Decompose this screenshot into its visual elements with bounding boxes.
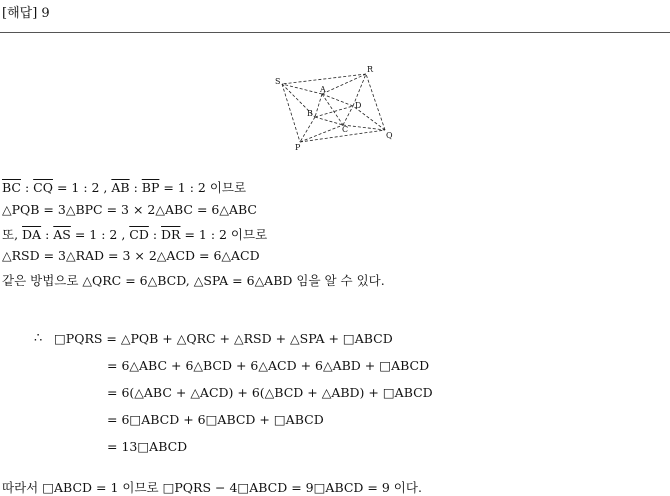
segment-dr: $\overline{DR}$ bbox=[161, 227, 181, 242]
summation-line-4: = 6□ABCD + 6□ABCD + □ABCD bbox=[107, 412, 324, 427]
solution-line-3: 또, $\overline{DA}$ : $\overline{AS} = 1$ : 2 , $\overline{CD}$ : $\overline{DR} = 1$ : 2 이므로 bbox=[2, 227, 268, 242]
segment-ab: $\overline{AB}$ bbox=[111, 180, 130, 195]
solution-line-4: △RSD = 3△RAD = 3 × 2△ACD = 6△ACD bbox=[2, 248, 260, 263]
vertex-label-d: D bbox=[355, 101, 362, 110]
segment-cq: $\overline{CQ}$ bbox=[33, 180, 53, 195]
vertex-label-c: C bbox=[342, 125, 349, 134]
segment-bc: $\overline{BC}$ bbox=[2, 180, 21, 195]
summation-line-5: = 13□ABCD bbox=[107, 439, 188, 454]
extension-a-to-s bbox=[282, 84, 322, 94]
edge-rs bbox=[282, 74, 366, 84]
segment-cd: $\overline{CD}$ bbox=[129, 227, 149, 242]
solution-line-1: $\overline{BC}$ : $\overline{CQ} = 1$ : 2 , $\overline{AB}$ : $\overline{BP} = 1$ : 2 이므로 bbox=[2, 180, 247, 195]
edge-da bbox=[322, 94, 353, 106]
summation-line-3: = 6(△ABC + △ACD) + 6(△BCD + △ABD) + □ABCD bbox=[107, 385, 433, 400]
vertex-label-q: Q bbox=[386, 131, 393, 140]
vertex-label-a: A bbox=[320, 85, 326, 94]
conclusion-line: 따라서 □ABCD = 1 이므로 □PQRS − 4□ABCD = 9□ABCD = 9 이다. bbox=[2, 480, 422, 495]
extension-b-to-p bbox=[300, 117, 315, 142]
segment-p-to-c bbox=[300, 125, 343, 142]
vertex-label-r: R bbox=[367, 65, 374, 74]
header-divider bbox=[0, 32, 670, 33]
vertex-label-s: S bbox=[275, 77, 281, 86]
summation-line-2: = 6△ABC + 6△BCD + 6△ACD + 6△ABD + □ABCD bbox=[107, 358, 430, 373]
solution-line-2: △PQB = 3△BPC = 3 × 2△ABC = 6△ABC bbox=[2, 202, 257, 217]
edge-ab bbox=[315, 94, 322, 117]
segment-as: $\overline{AS}$ bbox=[53, 227, 71, 242]
solution-line-5: 같은 방법으로 △QRC = 6△BCD, △SPA = 6△ABD 임을 알 수 있다. bbox=[2, 273, 385, 288]
problem-header: [해답] 9 bbox=[2, 6, 50, 21]
segment-bp: $\overline{BP}$ bbox=[141, 180, 160, 195]
edge-qr bbox=[366, 74, 385, 130]
vertex-label-b: B bbox=[307, 109, 313, 118]
summation-line-1: □PQRS = △PQB + △QRC + △RSD + △SPA + □ABCD bbox=[54, 331, 393, 346]
geometry-figure bbox=[270, 62, 400, 154]
edge-bc bbox=[315, 117, 343, 125]
therefore-symbol: ∴ bbox=[34, 331, 43, 346]
segment-da: $\overline{DA}$ bbox=[22, 227, 42, 242]
vertex-label-p: P bbox=[295, 143, 301, 152]
